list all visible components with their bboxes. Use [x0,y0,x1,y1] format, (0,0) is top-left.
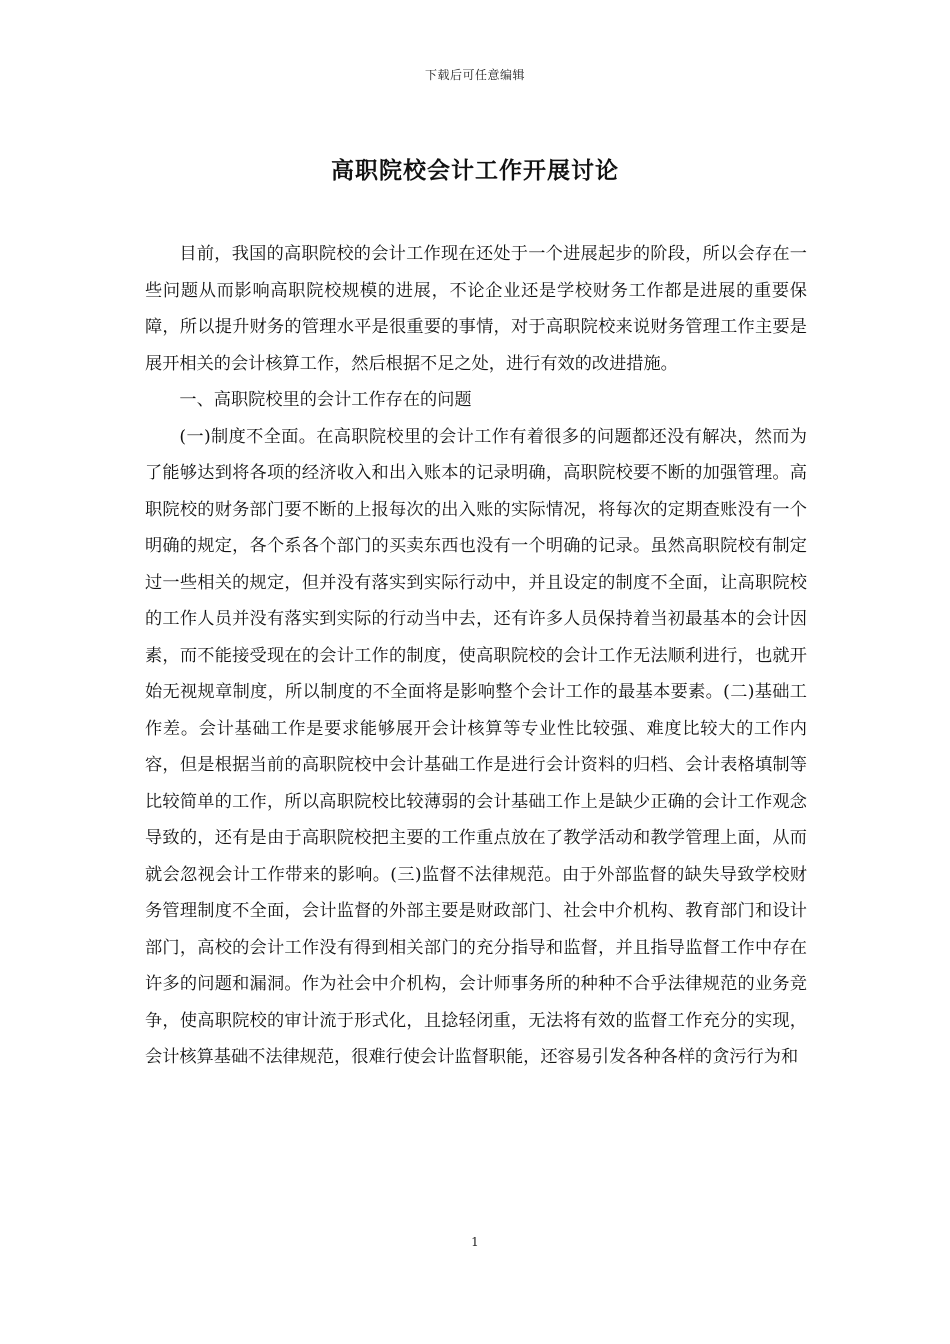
document-body [145,236,807,1076]
header-note: 下载后可任意编辑 [424,68,525,82]
paragraph-problems: (一)制度不全面。在高职院校里的会计工作有着很多的问题都还没有解决，然而为了能够达到将各项的经济收入和出入账本的记录明确，高职院校要不断的加强管理。高职院校的财务部门要不断的上报每次的出入账的实际情况，将每次的定期查账没有一个明确的规定，各个系各个部门的买卖东西也没有一个明确的记录。虽然高职院校有制定过一些相关的规定，但并没有落实到实际行动中，并且设定的制度不全面，让高职院校的工作人员并没有落实到实际的行动当中去，还有许多人员保持着当初最基本的会计因素，而不能接受现在的会计工作的制度，使高职院校的会计工作无法顺利进行，也就开始无视规章制度，所以制度的不全面将是影响整个会计工作的最基本要素。(二)基础工作差。会计基础工作是要求能够展开会计核算等专业性比较强、难度比较大的工作内容，但是根据当前的高职院校中会计基础工作是进行会计资料的归档、会计表格填制等比较简单的工作，所以高职院校比较薄弱的会计基础工作上是缺少正确的会计工作观念导致的，还有是由于高职院校把主要的工作重点放在了教学活动和教学管理上面，从而就会忽视会计工作带来的影响。(三)监督不法律规范。由于外部监督的缺失导致学校财务管理制度不全面，会计监督的外部主要是财政部门、社会中介机构、教育部门和设计部门，高校的会计工作没有得到相关部门的充分指导和监督，并且指导监督工作中存在许多的问题和漏洞。作为社会中介机构，会计师事务所的种种不合乎法律规范的业务竞争，使高职院校的审计流于形式化，且捻轻闭重，无法将有效的监督工作充分的实现，会计核算基础不法律规范，很难行使会计监督职能，还容易引发各种各样的贪污行为和 [145,426,807,1067]
page-number: 1 [471,1235,479,1249]
section-heading-problems: 一、高职院校里的会计工作存在的问题 [179,390,472,410]
paragraph-intro: 目前，我国的高职院校的会计工作现在还处于一个进展起步的阶段，所以会存在一些问题从而影响高职院校规模的进展，不论企业还是学校财务工作都是进展的重要保障，所以提升财务的管理水平是很重要的事情，对于高职院校来说财务管理工作主要是展开相关的会计核算工作，然后根据不足之处，进行有效的改进措施。 [145,244,807,374]
document-title: 高职院校会计工作开展讨论 [331,158,619,184]
